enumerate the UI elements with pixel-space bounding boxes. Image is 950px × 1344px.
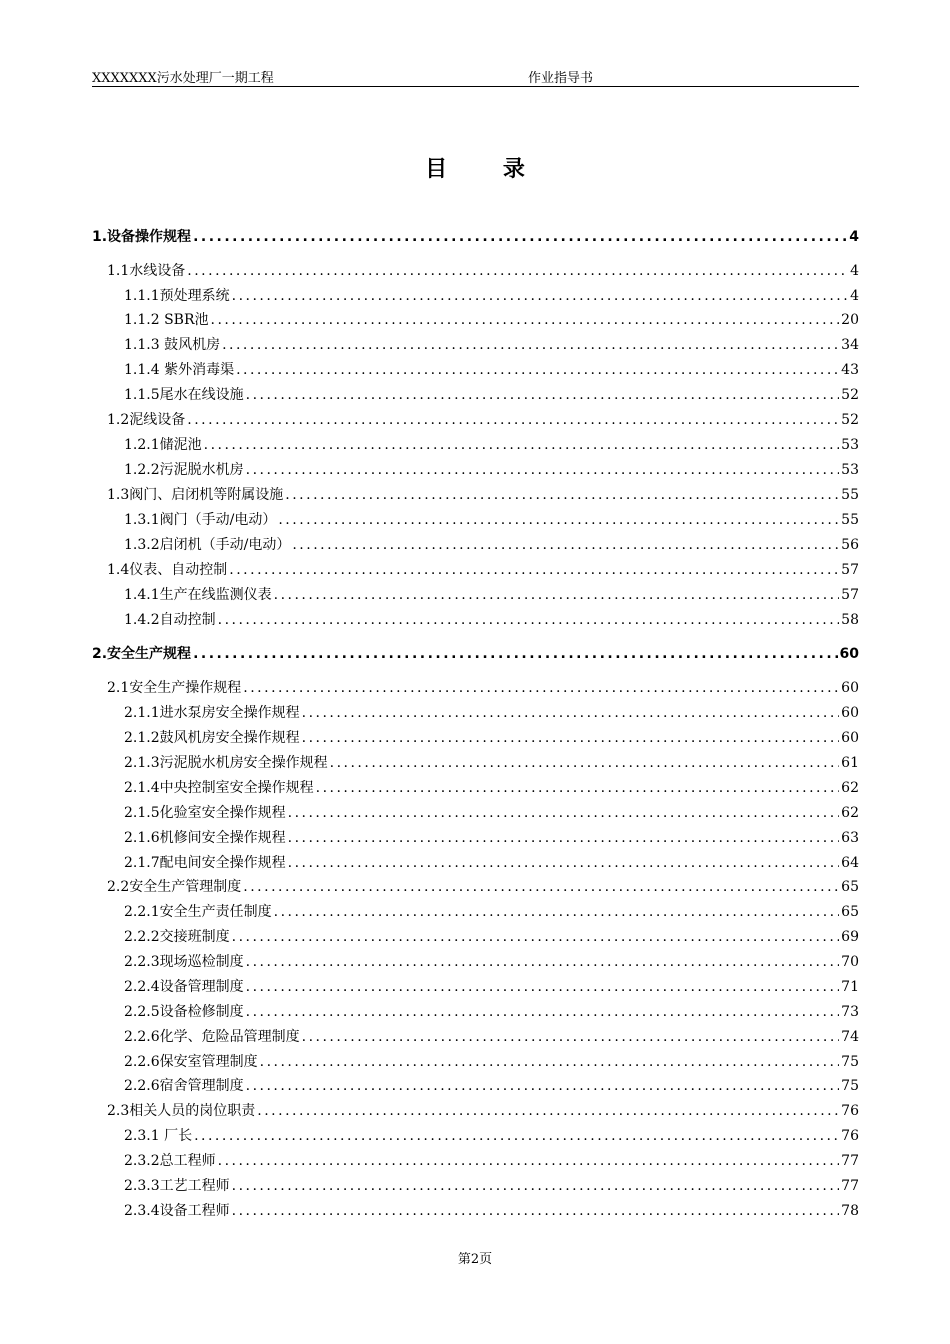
toc-entry-page: 55 [841,487,859,503]
toc-dot-leader [232,927,840,947]
header-project-name: XXXXXXX污水处理厂一期工程 [92,71,274,86]
toc-dot-leader [232,1201,840,1221]
toc-dot-leader [187,261,848,281]
toc-entry-page: 75 [841,1054,859,1070]
toc-entry[interactable] [124,803,859,823]
toc-dot-leader [288,853,840,873]
toc-entry[interactable] [124,1126,859,1146]
toc-dot-leader [246,385,840,405]
toc-entry-page: 74 [841,1029,859,1045]
toc-dot-leader [292,535,839,555]
toc-entry-label: 1.1.3 鼓风机房 [124,337,221,353]
toc-entry-label: 2.3.2总工程师 [124,1153,216,1169]
toc-entry[interactable] [124,1176,859,1196]
toc-entry[interactable] [124,703,859,723]
toc-entry-label: 2.2.6宿舍管理制度 [124,1078,244,1094]
toc-entry-label: 2.1安全生产操作规程 [107,680,242,696]
toc-dot-leader [302,703,840,723]
toc-entry-page: 20 [841,312,859,328]
toc-entry-page: 65 [841,904,859,920]
toc-dot-leader [232,1176,840,1196]
toc-entry-page: 56 [841,537,859,553]
toc-dot-leader [218,1151,840,1171]
toc-entry-page: 69 [841,929,859,945]
toc-entry[interactable] [124,853,859,873]
toc-entry-label: 1.3.1阀门（手动/电动） [124,512,277,528]
toc-entry-label: 1.4.2自动控制 [124,612,216,628]
toc-entry-label: 2.2.3现场巡检制度 [124,954,244,970]
toc-dot-leader [194,1126,839,1146]
toc-entry-label: 1.4仪表、自动控制 [107,562,228,578]
toc-entry-label: 2.2.1安全生产责任制度 [124,904,272,920]
toc-entry[interactable] [124,360,859,380]
toc-entry[interactable] [124,1052,859,1072]
toc-dot-leader [187,410,839,430]
toc-entry[interactable] [124,1151,859,1171]
toc-entry[interactable] [124,1002,859,1022]
toc-entry[interactable] [124,585,859,605]
toc-entry-page: 55 [841,512,859,528]
toc-entry-page: 52 [841,412,859,428]
toc-dot-leader [246,977,840,997]
toc-entry-page: 64 [841,855,859,871]
toc-entry-page: 4 [849,229,859,245]
toc-entry[interactable] [124,335,859,355]
toc-entry-label: 2.3相关人员的岗位职责 [107,1103,256,1119]
toc-dot-leader [246,1002,840,1022]
toc-entry-label: 1.1.1预处理系统 [124,288,230,304]
toc-entry[interactable] [124,753,859,773]
toc-dot-leader [236,360,839,380]
toc-entry[interactable] [107,261,859,281]
toc-dot-leader [260,1052,840,1072]
toc-entry[interactable] [124,902,859,922]
toc-entry-label: 2.3.4设备工程师 [124,1203,230,1219]
toc-dot-leader [278,510,839,530]
toc-entry-label: 1.2.2污泥脱水机房 [124,462,244,478]
toc-dot-leader [246,952,840,972]
toc-entry-page: 53 [841,437,859,453]
toc-entry-label: 2.1.2鼓风机房安全操作规程 [124,730,300,746]
toc-entry-page: 43 [841,362,859,378]
toc-entry-page: 63 [841,830,859,846]
toc-dot-leader [193,644,837,664]
toc-entry[interactable] [124,510,859,530]
toc-entry[interactable] [92,227,859,247]
toc-dot-leader [211,310,840,330]
toc-entry-page: 34 [841,337,859,353]
toc-dot-leader [246,1076,840,1096]
toc-entry[interactable] [107,678,859,698]
toc-entry-page: 71 [841,979,859,995]
toc-entry-label: 1.1.5尾水在线设施 [124,387,244,403]
toc-dot-leader [204,435,840,455]
toc-entry-label: 2.1.7配电间安全操作规程 [124,855,286,871]
toc-entry-label: 2.1.4中央控制室安全操作规程 [124,780,314,796]
toc-entry-label: 2.1.3污泥脱水机房安全操作规程 [124,755,328,771]
toc-entry-page: 60 [841,680,859,696]
toc-entry[interactable] [124,828,859,848]
toc-dot-leader [243,877,839,897]
toc-dot-leader [316,778,840,798]
toc-entry[interactable] [107,560,859,580]
toc-entry-page: 58 [841,612,859,628]
page-title: 目 录 [425,156,549,182]
toc-entry-page: 60 [841,705,859,721]
toc-entry-label: 2.1.6机修间安全操作规程 [124,830,286,846]
toc-entry-label: 1.3.2启闭机（手动/电动） [124,537,291,553]
toc-entry[interactable] [124,927,859,947]
toc-dot-leader [302,728,840,748]
toc-entry-page: 4 [850,263,859,279]
toc-entry-label: 2.1.5化验室安全操作规程 [124,805,286,821]
page-header [92,64,859,87]
toc-entry-page: 62 [841,780,859,796]
toc-dot-leader [288,828,840,848]
toc-entry-page: 77 [841,1153,859,1169]
page-number: 第2页 [457,1252,493,1267]
toc-entry-label: 1.2.1储泥池 [124,437,202,453]
toc-entry-page: 57 [841,562,859,578]
toc-entry-label: 2.3.1 厂长 [124,1128,193,1144]
toc-dot-leader [246,460,840,480]
toc-entry[interactable] [124,385,859,405]
header-doc-type: 作业指导书 [528,71,594,86]
toc-entry-page: 4 [850,288,859,304]
toc-dot-leader [274,585,840,605]
toc-entry-page: 60 [839,646,859,662]
toc-entry[interactable] [124,310,859,330]
toc-entry-label: 1.1水线设备 [107,263,186,279]
toc-entry-page: 70 [841,954,859,970]
toc-entry-label: 1.1.2 SBR池 [124,312,209,328]
toc-entry-page: 60 [841,730,859,746]
toc-entry-label: 1.2泥线设备 [107,412,186,428]
toc-entry-page: 61 [841,755,859,771]
toc-entry-label: 2.2安全生产管理制度 [107,879,242,895]
toc-entry[interactable] [124,977,859,997]
toc-entry-label: 2.3.3工艺工程师 [124,1178,230,1194]
toc-entry[interactable] [124,535,859,555]
toc-entry[interactable] [124,1076,859,1096]
toc-dot-leader [218,610,840,630]
toc-entry-label: 2.1.1进水泵房安全操作规程 [124,705,300,721]
toc-entry-label: 2.2.6保安室管理制度 [124,1054,258,1070]
toc-entry-label: 2.2.4设备管理制度 [124,979,244,995]
toc-entry[interactable] [124,286,859,306]
toc-entry-page: 52 [841,387,859,403]
toc-dot-leader [229,560,839,580]
toc-entry-page: 76 [841,1128,859,1144]
toc-dot-leader [285,485,839,505]
toc-entry-label: 2.2.6化学、危险品管理制度 [124,1029,300,1045]
toc-entry[interactable] [124,1201,859,1221]
toc-entry[interactable] [107,877,859,897]
toc-dot-leader [302,1027,840,1047]
toc-entry-page: 73 [841,1004,859,1020]
toc-entry-page: 76 [841,1103,859,1119]
toc-entry[interactable] [124,952,859,972]
toc-entry-label: 1.1.4 紫外消毒渠 [124,362,235,378]
toc-entry[interactable] [124,460,859,480]
toc-entry[interactable] [92,644,859,664]
toc-dot-leader [257,1101,839,1121]
toc-entry[interactable] [124,435,859,455]
toc-entry[interactable] [107,410,859,430]
toc-entry-label: 2.2.2交接班制度 [124,929,230,945]
toc-entry-label: 2.安全生产规程 [92,646,192,662]
toc-entry-label: 1.4.1生产在线监测仪表 [124,587,272,603]
toc-entry-page: 75 [841,1078,859,1094]
toc-entry-label: 1.设备操作规程 [92,229,192,245]
toc-entry[interactable] [124,610,859,630]
toc-entry-label: 1.3阀门、启闭机等附属设施 [107,487,284,503]
toc-dot-leader [222,335,839,355]
toc-dot-leader [330,753,840,773]
toc-entry[interactable] [124,728,859,748]
toc-dot-leader [232,286,848,306]
toc-entry-page: 65 [841,879,859,895]
toc-entry-page: 53 [841,462,859,478]
toc-entry[interactable] [124,1027,859,1047]
toc-entry-page: 78 [841,1203,859,1219]
toc-dot-leader [243,678,839,698]
toc-entry[interactable] [124,778,859,798]
toc-entry-page: 62 [841,805,859,821]
toc-entry-page: 77 [841,1178,859,1194]
toc-entry-page: 57 [841,587,859,603]
toc-dot-leader [193,227,847,247]
toc-entry[interactable] [107,485,859,505]
toc-entry[interactable] [107,1101,859,1121]
toc-dot-leader [274,902,840,922]
toc-entry-label: 2.2.5设备检修制度 [124,1004,244,1020]
toc-dot-leader [288,803,840,823]
